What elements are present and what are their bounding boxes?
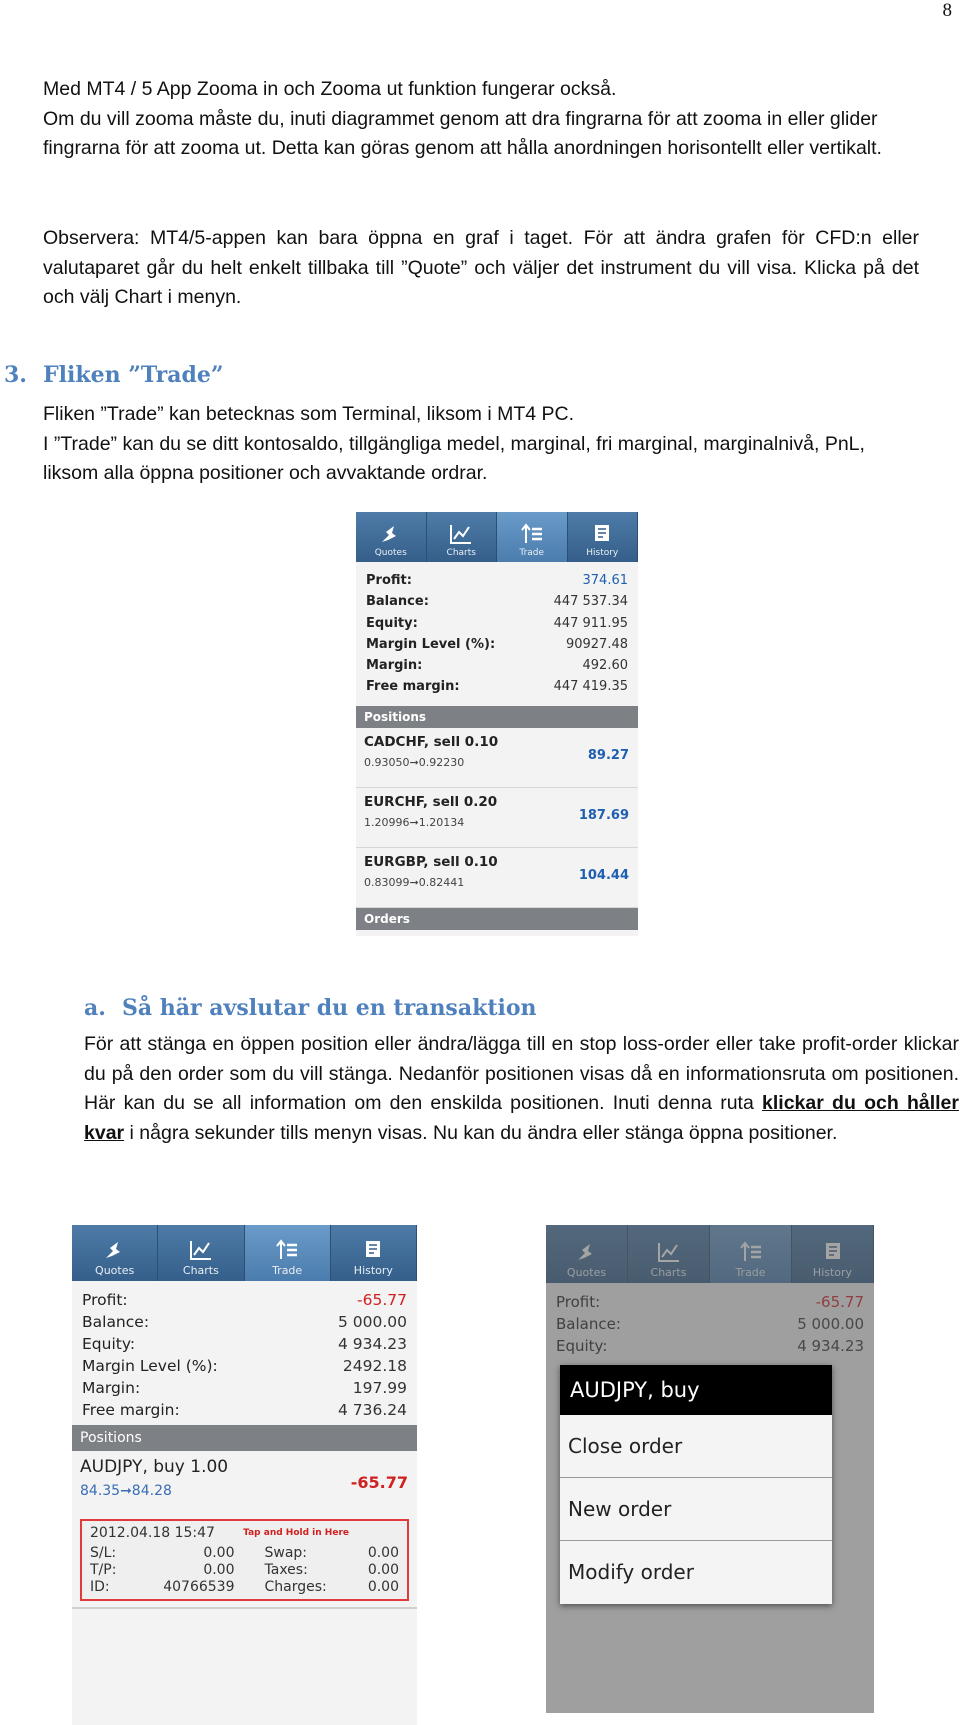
subsection-a-heading (84, 995, 537, 1021)
divider (72, 1607, 417, 1609)
position-row[interactable] (72, 1451, 417, 1519)
trade-icon (275, 1239, 299, 1261)
position-symbol: AUDJPY, buy 1.00 (80, 1457, 229, 1477)
position-prices: 0.83099➞0.82441 (364, 875, 465, 889)
tab-quotes[interactable]: Quotes (72, 1225, 158, 1281)
quotes-icon (379, 523, 403, 545)
history-icon (361, 1239, 385, 1261)
subsection-a-paragraph (84, 1030, 959, 1148)
summary-row-equity: Equity: 447 911.95 (366, 615, 628, 631)
position-symbol: EURGBP, sell 0.10 (364, 853, 498, 870)
menu-item-modify-order[interactable]: Modify order (568, 1560, 694, 1584)
position-symbol: CADCHF, sell 0.10 (364, 733, 499, 750)
detail-time: 2012.04.18 15:47 (90, 1525, 215, 1541)
tab-history[interactable]: History (331, 1225, 417, 1281)
order-menu-screenshot (546, 1225, 874, 1713)
note-text: Observera: MT4/5-appen kan bara öppna en graf i taget. För att ändra grafen för CFD:n eller valutaparet går du helt enkelt tillbaka till ”Quote” och väljer det instrument du vill visa. Klicka på det och välj Chart i menyn. (43, 227, 919, 308)
section-3-title: Fliken ”Trade” (43, 362, 224, 388)
tab-bar (72, 1225, 417, 1281)
summary-row-balance: Balance: 447 537.34 (366, 594, 628, 610)
positions-header: Positions (72, 1425, 417, 1451)
section-3-paragraph (43, 400, 919, 489)
position-profit: 187.69 (578, 807, 629, 823)
tab-bar (356, 512, 638, 562)
tab-quotes[interactable]: Quotes (356, 512, 427, 562)
position-row[interactable] (356, 788, 638, 848)
menu-item-new-order[interactable]: New order (560, 1478, 832, 1541)
position-profit: 104.44 (578, 867, 629, 883)
detail-swap: Swap: 0.00 (264, 1545, 399, 1561)
subsection-a-letter: a. (84, 995, 106, 1021)
position-detail-box[interactable] (80, 1519, 409, 1601)
summary-row-margin: Margin: 492.60 (366, 658, 628, 674)
position-profit: -65.77 (350, 1473, 408, 1492)
summary-row-margin-level: Margin Level (%): 90927.48 (366, 636, 628, 652)
account-summary (356, 562, 638, 702)
section-3-number: 3. (4, 362, 27, 388)
orders-header: Orders (356, 908, 638, 930)
subsection-a-title: Så här avslutar du en transaktion (122, 995, 537, 1021)
page-number: 8 (942, 0, 952, 21)
trade-screenshot (356, 512, 638, 936)
detail-charges: Charges: 0.00 (264, 1579, 399, 1595)
section-3-line-1: Fliken ”Trade” kan betecknas som Terminal, liksom i MT4 PC. (43, 403, 574, 425)
detail-id: ID: 40766539 (90, 1579, 235, 1595)
menu-title: AUDJPY, buy (560, 1365, 832, 1415)
position-prices: 1.20996➞1.20134 (364, 815, 465, 829)
summary-row-profit: Profit: 374.61 (366, 573, 628, 588)
positions-header: Positions (356, 706, 638, 728)
summary-row-margin-level: Margin Level (%): 2492.18 (82, 1357, 407, 1375)
position-row[interactable] (356, 728, 638, 788)
section-3-heading (4, 362, 224, 388)
tap-hold-hint: Tap and Hold in Here (243, 1528, 349, 1538)
tab-charts[interactable]: Charts (158, 1225, 244, 1281)
subsection-a-text-before: För att stänga en öppen position eller ändra/lägga till en stop loss-order eller take profit-order klickar du på den order som du vill stänga. Nedanför positionen visas då en informationsruta om positionen. Här kan du se all information om den enskilda positionen. Inuti denna ruta (84, 1033, 959, 1114)
tab-trade[interactable]: Trade (497, 512, 568, 562)
summary-row-margin: Margin: 197.99 (82, 1379, 407, 1397)
summary-row-profit: Profit: -65.77 (82, 1291, 407, 1309)
tab-history[interactable]: History (568, 512, 639, 562)
charts-icon (449, 523, 473, 545)
summary-row-free-margin: Free margin: 447 419.35 (366, 679, 628, 695)
tab-trade[interactable]: Trade (245, 1225, 331, 1281)
trade-detail-screenshot (72, 1225, 417, 1725)
history-icon (590, 523, 614, 545)
summary-row-free-margin: Free margin: 4 736.24 (82, 1401, 407, 1419)
intro-paragraph (43, 75, 919, 164)
summary-row-balance: Balance: 5 000.00 (82, 1313, 407, 1331)
account-summary (72, 1281, 417, 1425)
position-row[interactable] (356, 848, 638, 908)
charts-icon (189, 1239, 213, 1261)
detail-tp: T/P: 0.00 (90, 1562, 235, 1578)
tab-charts[interactable]: Charts (427, 512, 498, 562)
position-profit: 89.27 (587, 747, 629, 763)
subsection-a-text-after: i några sekunder tills menyn visas. Nu kan du ändra eller stänga öppna positioner. (124, 1121, 838, 1144)
intro-line-2: Om du vill zooma måste du, inuti diagrammet genom att dra fingrarna för att zooma in eller glider fingrarna för att zooma ut. Detta kan göras genom att hålla anordningen horisontellt eller vertikalt. (43, 107, 882, 159)
menu-item-close-order[interactable]: Close order (560, 1415, 832, 1478)
intro-line-1: Med MT4 / 5 App Zooma in och Zooma ut funktion fungerar också. (43, 78, 617, 100)
subsection-a-emphasis: klickar du och håller kvar (84, 1092, 959, 1144)
section-3-line-2: I ”Trade” kan du se ditt kontosaldo, tillgängliga medel, marginal, fri marginal, marginalnivå, PnL, liksom alla öppna positioner och avvaktande ordrar. (43, 432, 865, 484)
summary-row-equity: Equity: 4 934.23 (82, 1335, 407, 1353)
detail-sl: S/L: 0.00 (90, 1545, 235, 1561)
order-context-menu (560, 1365, 832, 1604)
note-paragraph (43, 224, 919, 313)
position-prices: 84.35➞84.28 (80, 1483, 172, 1499)
trade-icon (520, 523, 544, 545)
detail-taxes: Taxes: 0.00 (264, 1562, 399, 1578)
position-prices: 0.93050➞0.92230 (364, 755, 465, 769)
position-symbol: EURCHF, sell 0.20 (364, 793, 498, 810)
quotes-icon (103, 1239, 127, 1261)
